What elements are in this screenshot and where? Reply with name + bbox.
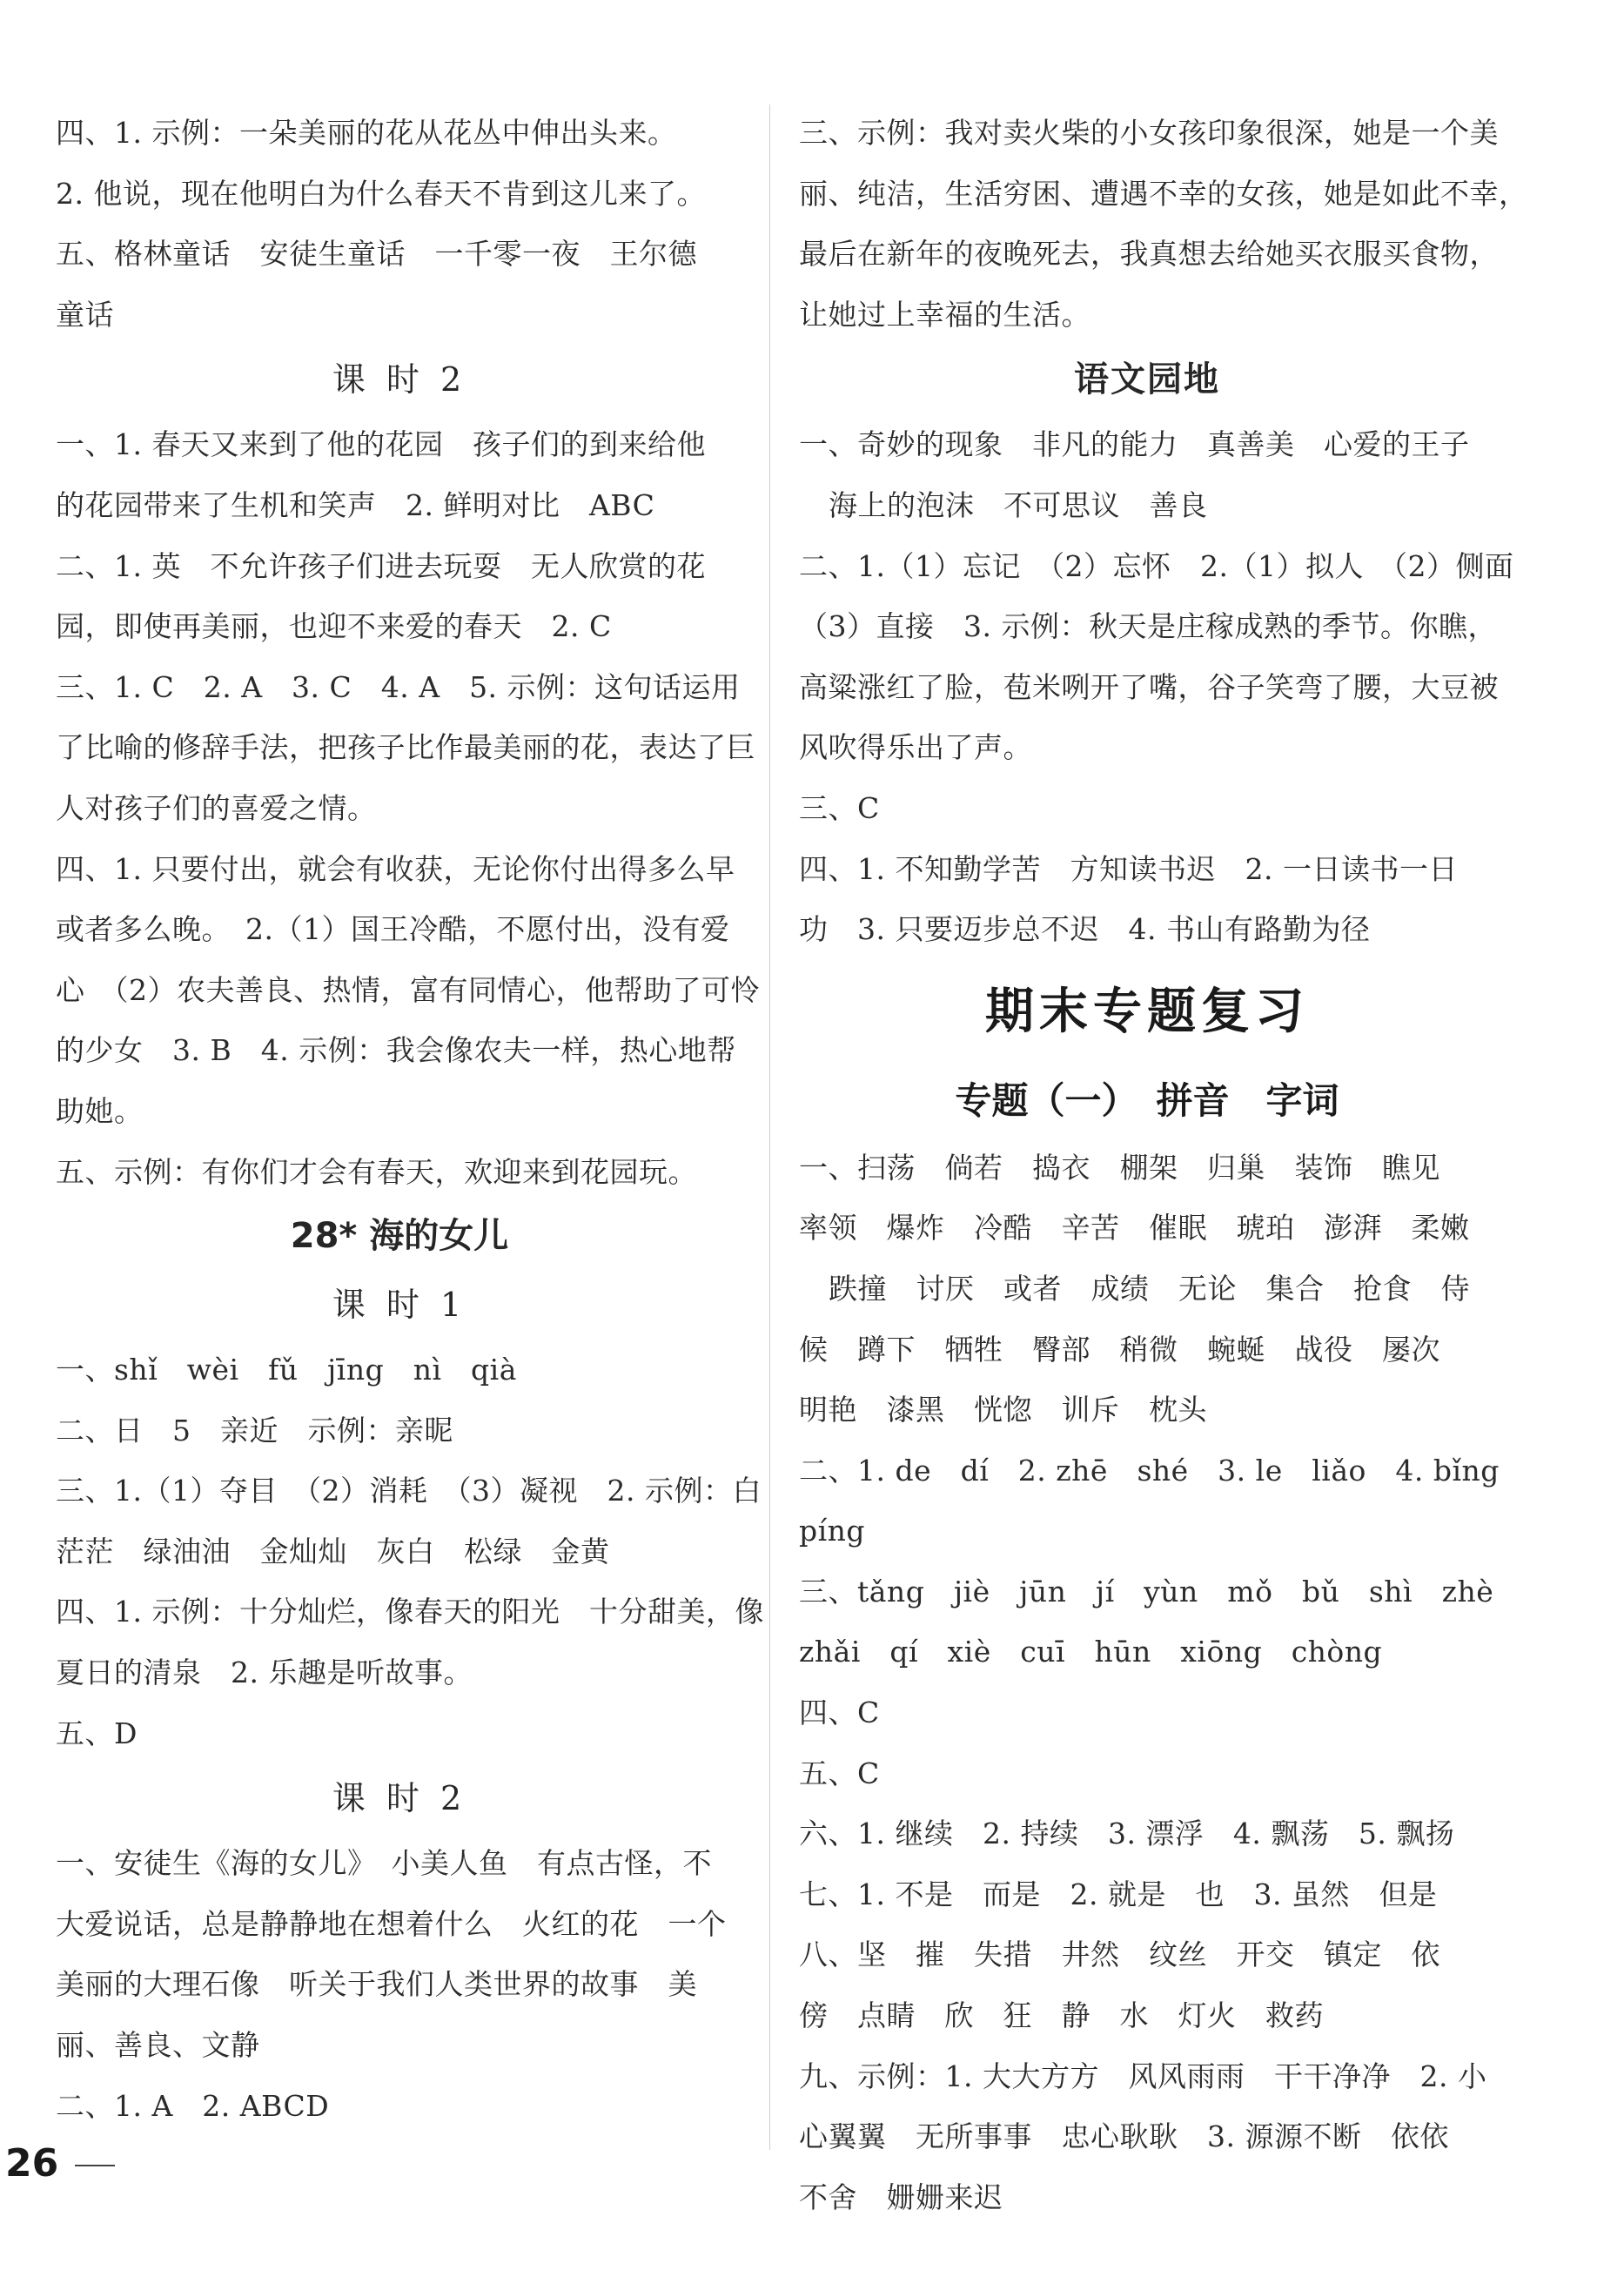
answer-line: 率领 爆炸 冷酷 辛苦 催眠 琥珀 澎湃 柔嫩 xyxy=(799,1211,1470,1246)
answer-line: 2. 他说，现在他明白为什么春天不肯到这儿来了。 xyxy=(56,176,706,211)
answer-line: 最后在新年的夜晚死去，我真想去给她买衣服买食物， xyxy=(799,237,1499,272)
answer-line: 跌撞 讨厌 或者 成绩 无论 集合 抢食 侍 xyxy=(829,1271,1470,1306)
answer-line: 人对孩子们的喜爱之情。 xyxy=(56,790,377,825)
answer-line: 五、示例：有你们才会有春天，欢迎来到花园玩。 xyxy=(56,1154,697,1189)
answer-line: 一、扫荡 倘若 捣衣 棚架 归巢 装饰 瞧见 xyxy=(799,1150,1440,1185)
answer-line: 一、shǐ wèi fǔ jīng nì qià xyxy=(56,1353,517,1387)
answer-line: 六、1. 继续 2. 持续 3. 漂浮 4. 飘荡 5. 飘扬 xyxy=(799,1817,1455,1851)
answer-line: 高粱涨红了脸，苞米咧开了嘴，谷子笑弯了腰，大豆被 xyxy=(799,669,1499,704)
column-divider xyxy=(769,104,770,2150)
answer-line: 的花园带来了生机和笑声 2. 鲜明对比 ABC xyxy=(56,487,655,522)
answer-line: 美丽的大理石像 听关于我们人类世界的故事 美 xyxy=(56,1967,697,2002)
answer-line: 九、示例：1. 大大方方 风风雨雨 干干净净 2. 小 xyxy=(799,2058,1487,2093)
answer-line: 三、tǎng jiè jūn jí yùn mǒ bǔ shì zhè xyxy=(799,1574,1494,1608)
answer-line: 四、1. 示例：十分灿烂，像春天的阳光 十分甜美，像 xyxy=(56,1595,764,1629)
answer-line: 茫茫 绿油油 金灿灿 灰白 松绿 金黄 xyxy=(56,1534,610,1568)
answer-line: 三、C xyxy=(799,790,880,825)
answer-line: 童话 xyxy=(56,297,114,332)
answer-line: 大爱说话，总是静静地在想着什么 火红的花 一个 xyxy=(56,1906,727,1941)
answer-line: 明艳 漆黑 恍惚 训斥 枕头 xyxy=(799,1393,1207,1427)
answer-line: 五、D xyxy=(56,1716,138,1750)
answer-line: 心翼翼 无所事事 忠心耿耿 3. 源源不断 依依 xyxy=(799,2119,1449,2154)
answer-line: 三、1.（1）夺目 （2）消耗 （3）凝视 2. 示例：白 xyxy=(56,1474,762,1508)
answer-line: 二、1.（1）忘记 （2）忘怀 2.（1）拟人 （2）侧面 xyxy=(799,548,1514,583)
answer-line: 让她过上幸福的生活。 xyxy=(799,297,1090,332)
answer-line: 八、坚 摧 失措 井然 纹丝 开交 镇定 依 xyxy=(799,1938,1440,1972)
answer-line: 不舍 姗姗来迟 xyxy=(799,2179,1003,2214)
answer-line: 助她。 xyxy=(56,1093,144,1128)
answer-line: 二、1. A 2. ABCD xyxy=(56,2088,330,2123)
answer-line: 五、C xyxy=(799,1756,880,1790)
answer-line: 海上的泡沫 不可思议 善良 xyxy=(829,487,1208,522)
answer-line: 三、示例：我对卖火柴的小女孩印象很深，她是一个美 xyxy=(799,116,1499,150)
answer-line: píng xyxy=(799,1514,866,1548)
answer-line: 七、1. 不是 而是 2. 就是 也 3. 虽然 但是 xyxy=(799,1877,1438,1911)
answer-line: 候 蹲下 牺牲 臀部 稍微 蜿蜒 战役 屡次 xyxy=(799,1332,1440,1367)
answer-line: 一、安徒生《海的女儿》 小美人鱼 有点古怪，不 xyxy=(56,1846,712,1881)
answer-line: 园，即使再美丽，也迎不来爱的春天 2. C xyxy=(56,609,612,644)
answer-line: 四、1. 示例：一朵美丽的花从花丛中伸出头来。 xyxy=(56,116,677,150)
answer-line: 五、格林童话 安徒生童话 一千零一夜 王尔德 xyxy=(56,237,697,272)
lesson-heading: 课 时 1 xyxy=(332,1286,467,1325)
lesson-title: 28* 海的女儿 xyxy=(290,1216,509,1257)
lesson-heading: 课 时 2 xyxy=(332,1779,467,1818)
answer-line: 丽、纯洁，生活穷困、遭遇不幸的女孩，她是如此不幸， xyxy=(799,176,1528,211)
answer-line: 三、1. C 2. A 3. C 4. A 5. 示例：这句话运用 xyxy=(56,669,741,704)
answer-line: 或者多么晚。 2.（1）国王冷酷，不愿付出，没有爱 xyxy=(56,912,730,947)
lesson-heading: 课 时 2 xyxy=(332,360,467,400)
answer-line: 心 （2）农夫善良、热情，富有同情心，他帮助了可怜 xyxy=(56,972,760,1007)
answer-line: 二、1. de dí 2. zhē shé 3. le liǎo 4. bǐng xyxy=(799,1453,1500,1488)
answer-line: 二、日 5 亲近 示例：亲昵 xyxy=(56,1413,453,1447)
answer-line: 一、1. 春天又来到了他的花园 孩子们的到来给他 xyxy=(56,427,706,462)
page-number-rule xyxy=(75,2165,115,2166)
answer-line: 四、1. 只要付出，就会有收获，无论你付出得多么早 xyxy=(56,851,735,886)
chapter-title: 期末专题复习 xyxy=(985,983,1309,1040)
answer-line: 了比喻的修辞手法，把孩子比作最美丽的花，表达了巨 xyxy=(56,730,755,765)
topic-heading: 专题（一） 拼音 字词 xyxy=(955,1078,1339,1122)
answer-line: 四、1. 不知勤学苦 方知读书迟 2. 一日读书一日 xyxy=(799,851,1458,886)
answer-line: 夏日的清泉 2. 乐趣是听故事。 xyxy=(56,1655,473,1690)
page-number: 26 xyxy=(5,2141,59,2186)
left-column xyxy=(56,103,764,2136)
answer-line: 二、1. 英 不允许孩子们进去玩耍 无人欣赏的花 xyxy=(56,548,706,583)
section-heading: 语文园地 xyxy=(1074,359,1220,400)
answer-line: zhǎi qí xiè cuī hūn xiōng chòng xyxy=(799,1635,1383,1669)
answer-line: 傍 点睛 欣 狂 静 水 灯火 救药 xyxy=(799,1998,1324,2033)
answer-line: （3）直接 3. 示例：秋天是庄稼成熟的季节。你瞧， xyxy=(799,609,1497,644)
answer-line: 风吹得乐出了声。 xyxy=(799,730,1032,765)
right-column xyxy=(799,103,1528,2227)
answer-line: 一、奇妙的现象 非凡的能力 真善美 心爱的王子 xyxy=(799,427,1470,462)
answer-line: 功 3. 只要迈步总不迟 4. 书山有路勤为径 xyxy=(799,912,1371,947)
answer-line: 四、C xyxy=(799,1696,880,1730)
answer-line: 的少女 3. B 4. 示例：我会像农夫一样，热心地帮 xyxy=(56,1033,736,1068)
answer-line: 丽、善良、文静 xyxy=(56,2028,260,2063)
